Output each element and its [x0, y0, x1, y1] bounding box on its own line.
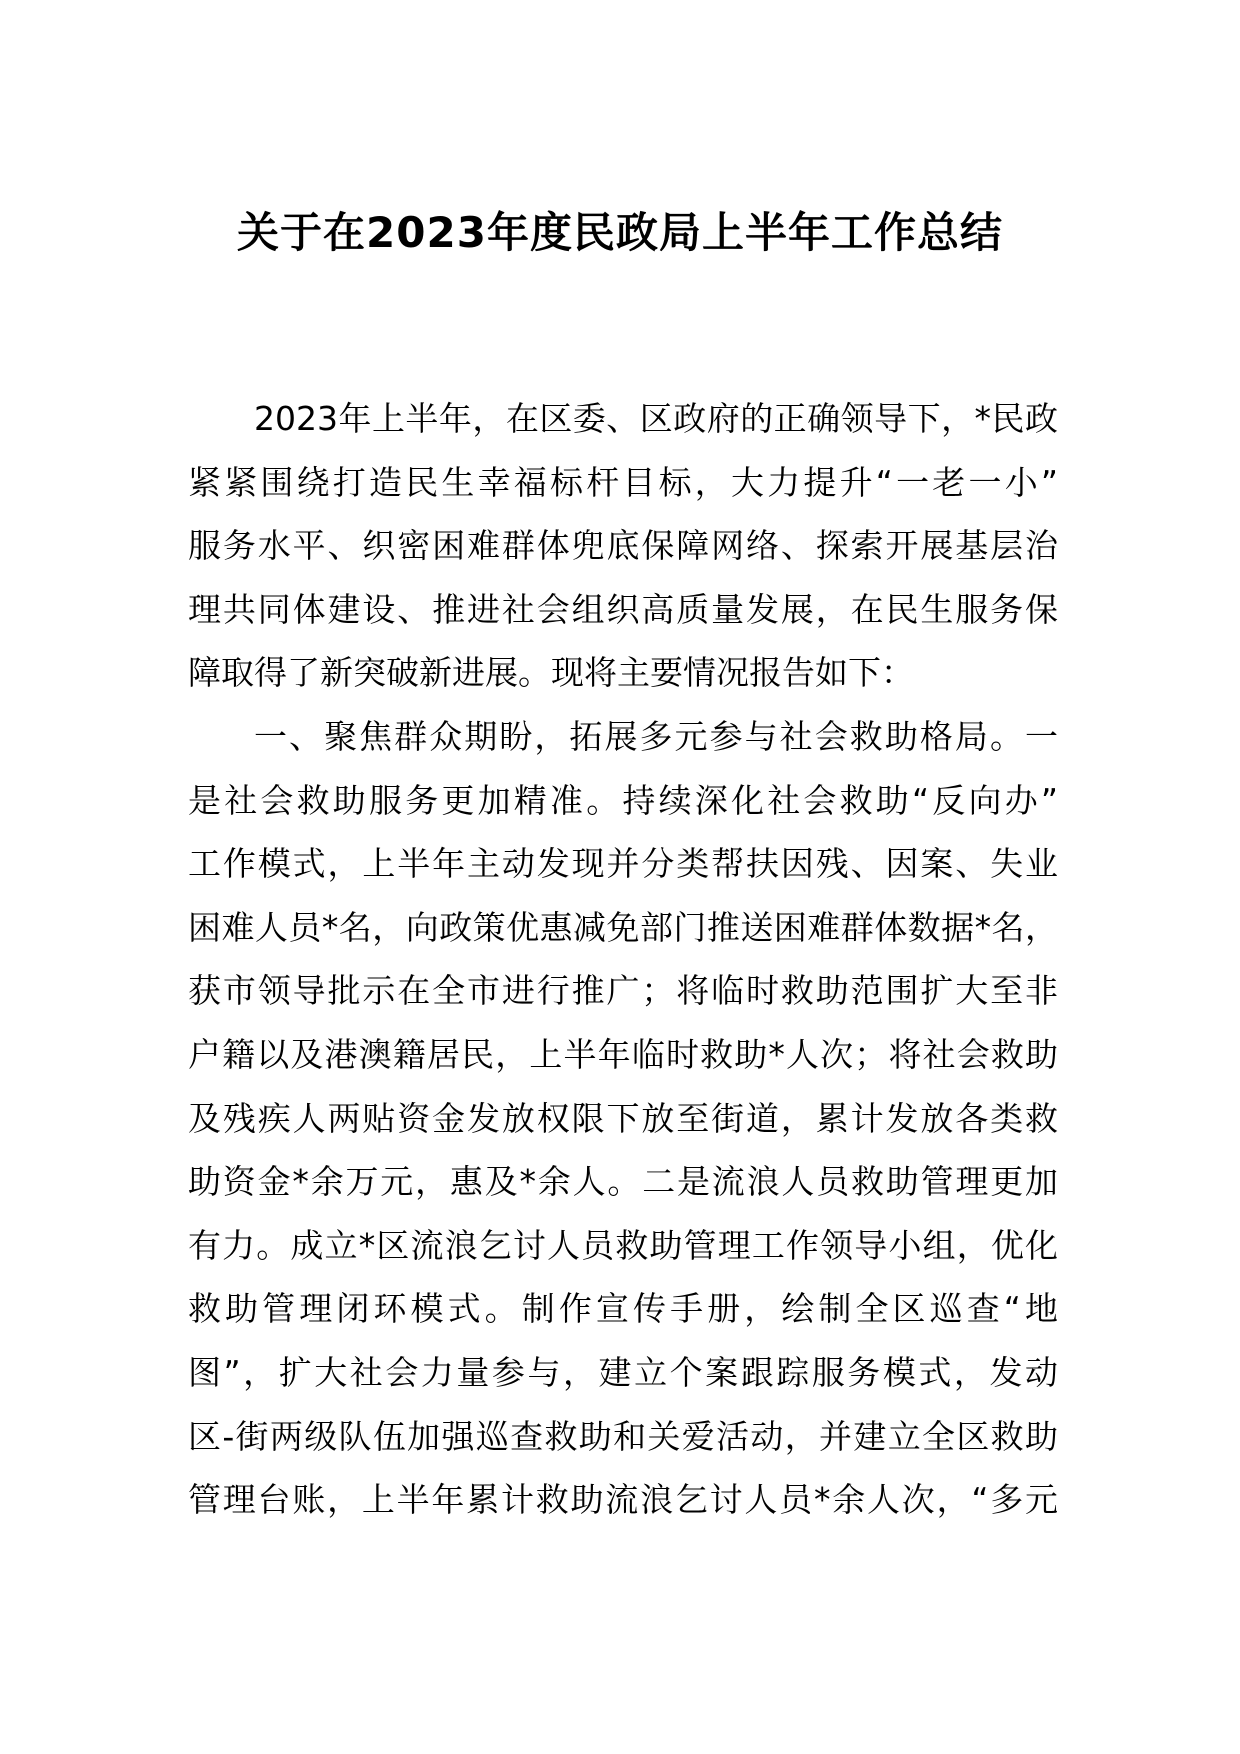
document-title: 关于在2023年度民政局上半年工作总结	[237, 208, 1003, 257]
paragraph-line: 有力。成立*区流浪乞讨人员救助管理工作领导小组，优化	[188, 1225, 1058, 1265]
paragraph-line: 是社会救助服务更加精准。持续深化社会救助“反向办”	[188, 780, 1058, 820]
paragraph-line: 服务水平、织密困难群体兜底保障网络、探索开展基层治	[188, 526, 1058, 566]
paragraph-line: 一、聚焦群众期盼，拓展多元参与社会救助格局。一	[254, 716, 1058, 756]
paragraph-line: 图”，扩大社会力量参与，建立个案跟踪服务模式，发动	[188, 1352, 1058, 1392]
paragraph-line: 障取得了新突破新进展。现将主要情况报告如下：	[188, 653, 914, 693]
paragraph-line: 获市领导批示在全市进行推广；将临时救助范围扩大至非	[188, 971, 1058, 1011]
paragraph-line: 及残疾人两贴资金发放权限下放至街道，累计发放各类救	[188, 1098, 1058, 1138]
paragraph-line: 救助管理闭环模式。制作宣传手册，绘制全区巡查“地	[188, 1289, 1058, 1329]
document-body	[188, 387, 1058, 1532]
paragraph-line: 紧紧围绕打造民生幸福标杆目标，大力提升“一老一小”	[188, 462, 1058, 502]
paragraph-line: 工作模式，上半年主动发现并分类帮扶因残、因案、失业	[188, 844, 1058, 884]
paragraph-line: 户籍以及港澳籍居民，上半年临时救助*人次；将社会救助	[188, 1034, 1058, 1074]
paragraph-line: 困难人员*名，向政策优惠减免部门推送困难群体数据*名，	[188, 907, 1058, 947]
paragraph-line: 区-街两级队伍加强巡查救助和关爱活动，并建立全区救助	[188, 1416, 1058, 1456]
paragraph-line: 管理台账，上半年累计救助流浪乞讨人员*余人次，“多元	[188, 1480, 1058, 1520]
paragraph-line: 助资金*余万元，惠及*余人。二是流浪人员救助管理更加	[188, 1162, 1058, 1202]
paragraph-line: 理共同体建设、推进社会组织高质量发展，在民生服务保	[188, 589, 1058, 629]
paragraph-line: 2023年上半年，在区委、区政府的正确领导下，*民政	[254, 399, 1058, 438]
